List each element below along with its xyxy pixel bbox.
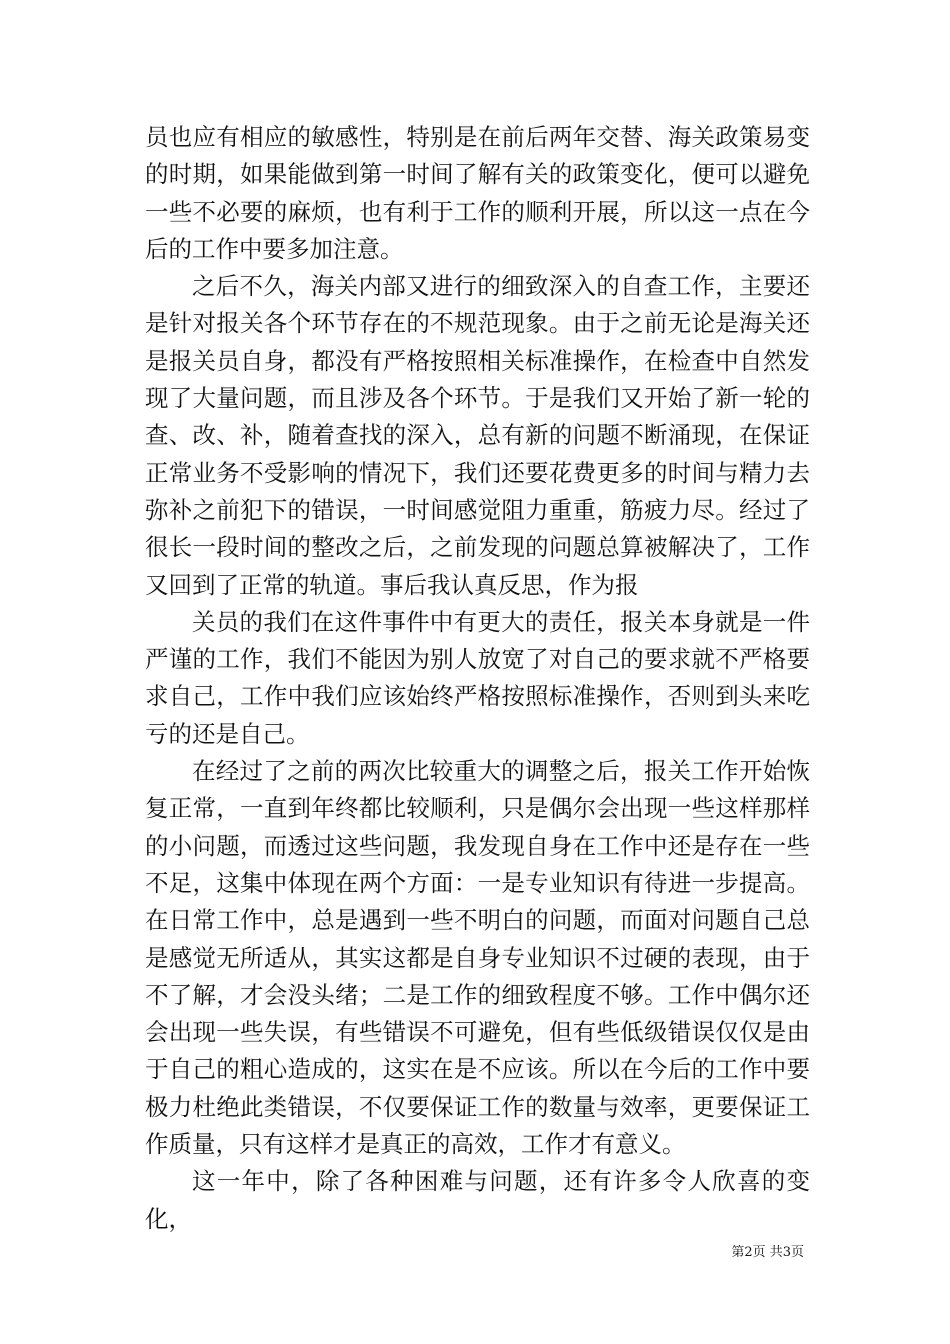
paragraph-1: 员也应有相应的敏感性，特别是在前后两年交替、海关政策易变的时期，如果能做到第一时间了解有关的政策变化，便可以避免一些不必要的麻烦，也有利于工作的顺利开展，所以这一点在今后的工作中要多加注意。 <box>145 123 810 263</box>
paragraph-2: 之后不久，海关内部又进行的细致深入的自查工作，主要还是针对报关各个环节存在的不规范现象。由于之前无论是海关还是报关员自身，都没有严格按照相关标准操作，在检查中自然发现了大量问题，而且涉及各个环节。于是我们又开始了新一轮的查、改、补，随着查找的深入，总有新的问题不断涌现，在保证正常业务不受影响的情况下，我们还要花费更多的时间与精力去弥补之前犯下的错误，一时间感觉阻力重重，筋疲力尽。经过了很长一段时间的整改之后，之前发现的问题总算被解决了，工作又回到了正常的轨道。事后我认真反思，作为报 <box>145 272 810 599</box>
document-body <box>145 119 810 1238</box>
paragraph-5: 这一年中，除了各种困难与问题，还有许多令人欣喜的变化， <box>145 1167 810 1233</box>
paragraph-4: 在经过了之前的两次比较重大的调整之后，报关工作开始恢复正常，一直到年终都比较顺利，只是偶尔会出现一些这样那样的小问题，而透过这些问题，我发现自身在工作中还是存在一些不足，这集中体现在两个方面：一是专业知识有待进一步提高。在日常工作中，总是遇到一些不明白的问题，而面对问题自己总是感觉无所适从，其实这都是自身专业知识不过硬的表现，由于不了解，才会没头绪；二是工作的细致程度不够。工作中偶尔还会出现一些失误，有些错误不可避免，但有些低级错误仅仅是由于自己的粗心造成的，这实在是不应该。所以在今后的工作中要极力杜绝此类错误，不仅要保证工作的数量与效率，更要保证工作质量，只有这样才是真正的高效，工作才有意义。 <box>145 757 810 1159</box>
page-number-footer: 第2页 共3页 <box>731 1245 804 1260</box>
paragraph-3: 关员的我们在这件事件中有更大的责任，报关本身就是一件严谨的工作，我们不能因为别人放宽了对自己的要求就不严格要求自己，工作中我们应该始终严格按照标准操作，否则到头来吃亏的还是自己。 <box>145 607 810 748</box>
